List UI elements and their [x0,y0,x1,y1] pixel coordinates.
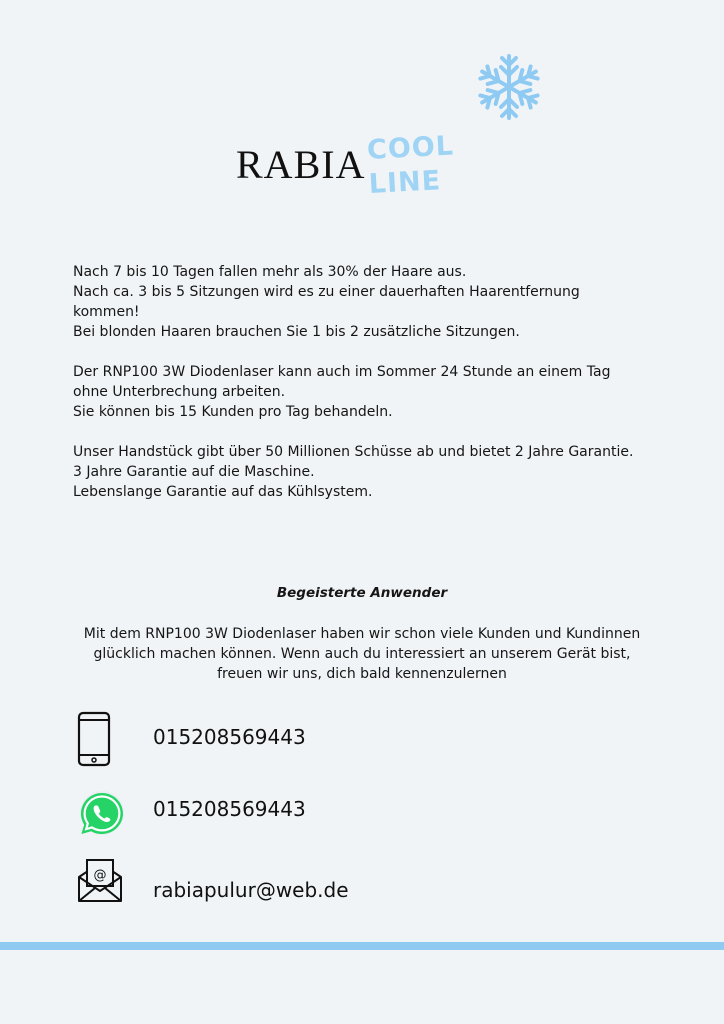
info-text [73,262,653,522]
bottom-divider-bar [0,942,724,950]
section-text [60,624,664,684]
svg-text:@: @ [93,868,107,883]
info-line: Bei blonden Haaren brauchen Sie 1 bis 2 zusätzliche Sitzungen. [73,324,520,340]
snowflake-icon [474,52,544,122]
whatsapp-number[interactable]: 015208569443 [153,797,306,821]
section-line: glücklich machen können. Wenn auch du interessiert an unserem Gerät bist, [93,646,631,662]
contact-whatsapp [76,785,476,841]
info-paragraph [73,362,653,422]
phone-number[interactable]: 015208569443 [153,725,306,749]
contact-email [76,857,476,913]
section-line: freuen wir uns, dich bald kennenzulernen [217,666,507,682]
info-line: Unser Handstück gibt über 50 Millionen Schüsse ab und bietet 2 Jahre Garantie. [73,444,634,460]
brand-subline: COOL LINE [366,130,455,200]
email-envelope-icon [76,857,126,913]
info-paragraph [73,442,653,502]
email-address[interactable]: rabiapulur@web.de [153,878,349,902]
info-line: 3 Jahre Garantie auf die Maschine. [73,464,315,480]
brand-logo [236,130,536,200]
brand-name: RABIA [236,142,366,187]
info-line: Der RNP100 3W Diodenlaser kann auch im Sommer 24 Stunde an einem Tag [73,364,611,380]
info-line: Nach ca. 3 bis 5 Sitzungen wird es zu einer dauerhaften Haarentfernung [73,284,580,300]
info-line: Nach 7 bis 10 Tagen fallen mehr als 30% der Haare aus. [73,264,467,280]
smartphone-icon [76,711,126,767]
info-line: Lebenslange Garantie auf das Kühlsystem. [73,484,373,500]
whatsapp-icon [76,785,126,841]
info-paragraph [73,262,653,342]
contact-phone [76,711,476,767]
section-title: Begeisterte Anwender [276,585,448,601]
info-line: Sie können bis 15 Kunden pro Tag behandeln. [73,404,393,420]
info-line: kommen! [73,304,140,320]
section-line: Mit dem RNP100 3W Diodenlaser haben wir schon viele Kunden und Kundinnen [83,626,641,642]
info-line: ohne Unterbrechung arbeiten. [73,384,286,400]
